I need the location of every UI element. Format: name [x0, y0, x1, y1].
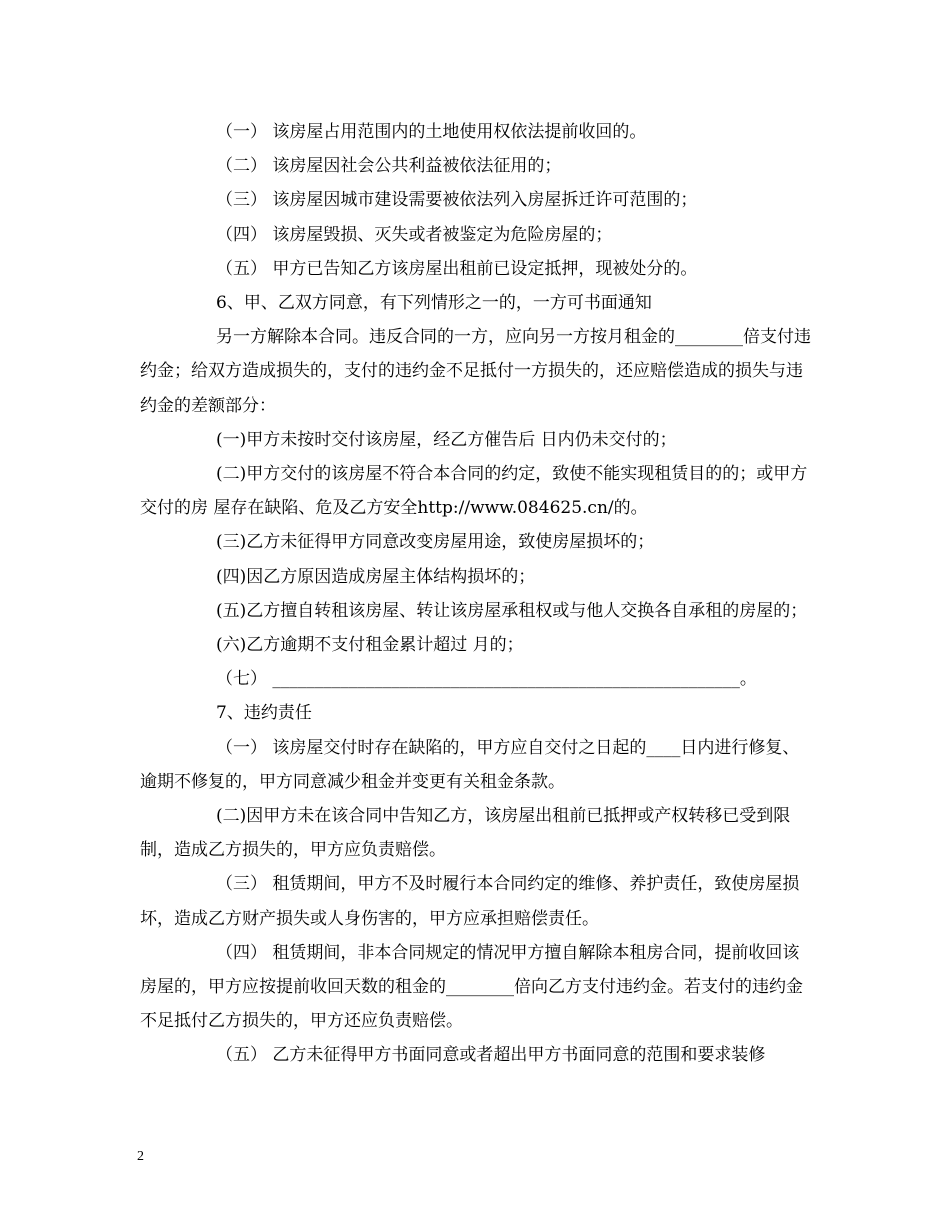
clause-paragraph: （四） 该房屋毁损、灭失或者被鉴定为危险房屋的；: [216, 224, 613, 245]
clause-paragraph: （三） 租赁期间，甲方不及时履行本合同约定的维修、养护责任，致使房屋损坏，造成乙方财产损失或人身伤害的，甲方应承担赔偿责任。: [140, 874, 800, 929]
clause-paragraph: （四） 租赁期间，非本合同规定的情况甲方擅自解除本租房合同，提前收回该房屋的，甲方应按提前收回天数的租金的________倍向乙方支付违约金。若支付的违约金不足抵付乙方损失的，甲方还应负责赔偿。: [140, 942, 803, 1032]
clause-paragraph: (五)乙方擅自转租该房屋、转让该房屋承租权或与他人交换各自承租的房屋的；: [216, 600, 808, 621]
section-heading: 6、甲、乙双方同意，有下列情形之一的，一方可书面通知: [216, 293, 652, 314]
page-number: 2: [137, 1149, 144, 1164]
clause-paragraph: (一)甲方未按时交付该房屋，经乙方催告后 日内仍未交付的；: [216, 429, 677, 450]
clause-paragraph: (二)甲方交付的该房屋不符合本合同的约定，致使不能实现租赁目的的；或甲方交付的房 屋存在缺陷、危及乙方安全http://www.084625.cn/的。: [140, 464, 808, 519]
section-heading: 7、违约责任: [216, 703, 312, 724]
clause-paragraph: （二） 该房屋因社会公共利益被依法征用的；: [216, 156, 562, 177]
clause-paragraph: （三） 该房屋因城市建设需要被依法列入房屋拆迁许可范围的；: [216, 190, 698, 211]
clause-paragraph: 另一方解除本合同。违反合同的一方，应向另一方按月租金的________倍支付违约金；给双方造成损失的，支付的违约金不足抵付一方损失的，还应赔偿造成的损失与违约金的差额部分：: [140, 327, 811, 416]
document-body: [140, 115, 812, 1073]
clause-paragraph: (四)因乙方原因造成房屋主体结构损坏的；: [216, 566, 536, 587]
clause-paragraph: （五） 乙方未征得甲方书面同意或者超出甲方书面同意的范围和要求装修: [216, 1045, 766, 1066]
clause-paragraph: (六)乙方逾期不支付租金累计超过 月的；: [216, 635, 524, 656]
clause-paragraph: （七） _______________________________________________________。: [216, 669, 757, 690]
clause-paragraph: (三)乙方未征得甲方同意改变房屋用途，致使房屋损坏的；: [216, 532, 655, 553]
clause-paragraph: （五） 甲方已告知乙方该房屋出租前已设定抵押，现被处分的。: [216, 258, 698, 279]
clause-paragraph: （一） 该房屋占用范围内的土地使用权依法提前收回的。: [216, 122, 647, 142]
clause-paragraph: (二)因甲方未在该合同中告知乙方，该房屋出租前已抵押或产权转移已受到限制，造成乙方损失的，甲方应负责赔偿。: [140, 806, 791, 861]
clause-paragraph: （一） 该房屋交付时存在缺陷的，甲方应自交付之日起的____日内进行修复、逾期不修复的，甲方同意减少租金并变更有关租金条款。: [140, 737, 800, 792]
